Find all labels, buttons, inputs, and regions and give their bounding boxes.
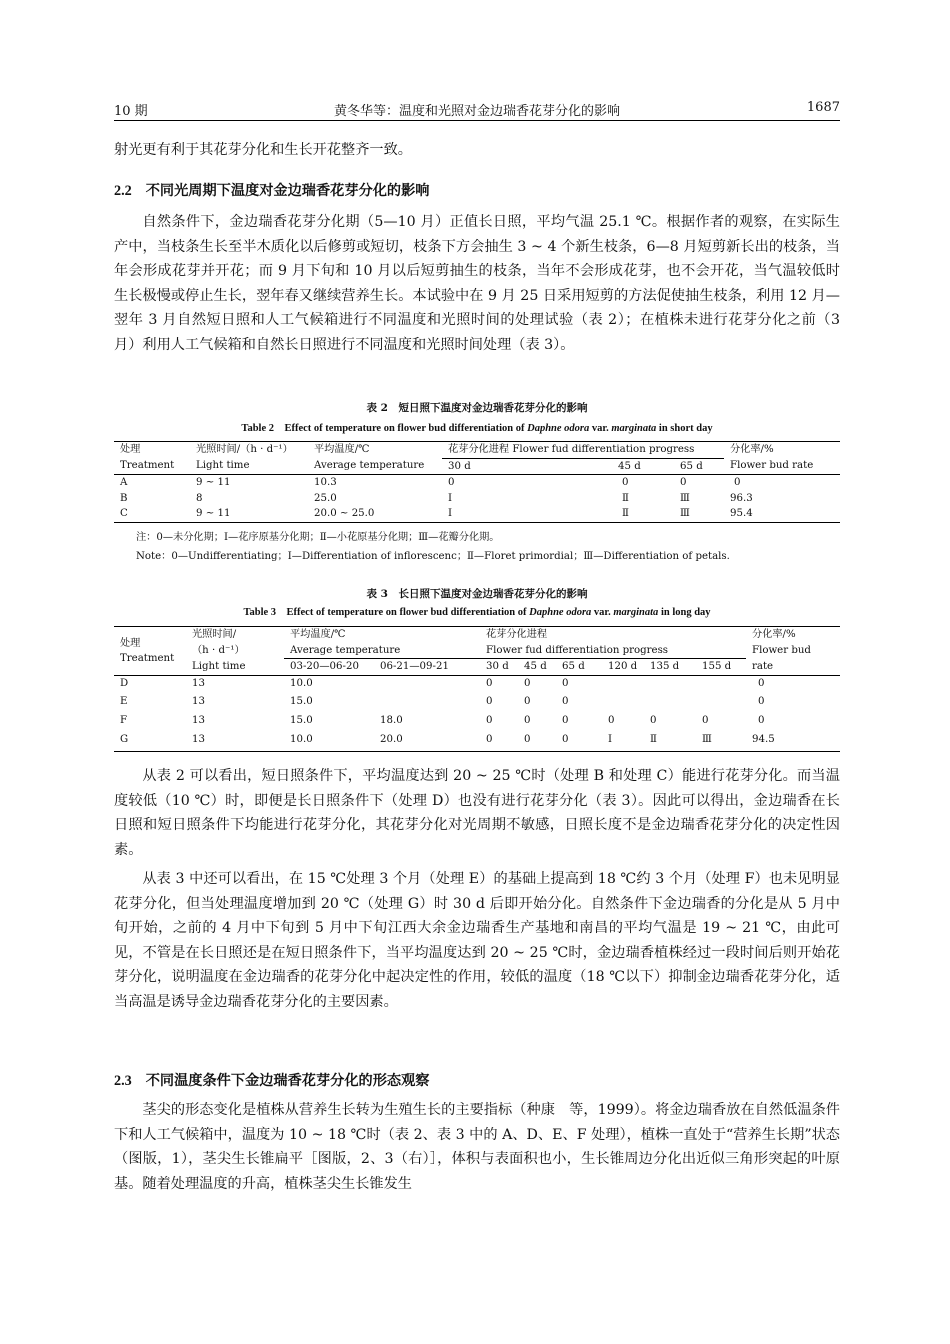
section-title: 不同温度条件下金边瑞香花芽分化的形态观察	[145, 1073, 430, 1089]
caption-text: var.	[591, 607, 614, 618]
cell: 13	[192, 715, 205, 726]
cell: 13	[192, 677, 205, 689]
paragraph: 射光更有利于其花芽分化和生长开花整齐一致。	[114, 142, 412, 158]
cell: Ⅰ	[448, 492, 453, 504]
header-cell: 花芽分化进程	[486, 629, 548, 640]
cell: 9 ~ 11	[196, 477, 231, 488]
cell: 0	[524, 734, 531, 745]
header-cell: 花芽分化进程 Flower fud differentiation progress	[442, 442, 724, 459]
table-row	[114, 491, 840, 507]
cell	[602, 675, 644, 694]
header-cell: 155 d	[702, 661, 732, 672]
table-3	[114, 626, 840, 752]
cell: 95.4	[730, 508, 753, 519]
paragraph: 自然条件下，金边瑞香花芽分化期（5—10 月）正值长日照，平均气温 25.1 ℃。根据作者的观察，在实际生产中，当枝条生长至半木质化以后修剪或短切，枝条下方会抽生 3 ~ 4 个新生枝条，6—8 月短剪新长出的枝条，当年会形成花芽并开花；而 9 月下旬和 10 月以后短剪抽生的枝条，当年不会形成花芽，也不会开花，当气温较低时生长极慢或停止生长，翌年春又继续营养生长。本试验中在 9 月 25 日采用短剪的方法促使抽生枝条，利用 12 月—翌年 3 月自然短日照和人工气候箱进行不同温度和光照时间的处理试验（表 2）；在植株未进行花芽分化之前（3 月）利用人工气候箱和自然长日照进行不同温度和光照时间处理（表 3）。	[114, 214, 840, 353]
cell: G	[120, 734, 129, 745]
header-cell: 平均温度/℃	[314, 444, 370, 455]
paragraph: 从表 2 可以看出，短日照条件下，平均温度达到 20 ~ 25 ℃时（处理 B 和处理 C）能进行花芽分化。而当温度较低（10 ℃）时，即便是长日照条件下（处理 D）也没有进行花芽分化（表 3）。因此可以得出，金边瑞香在长日照和短日照条件下均能进行花芽分化，其花芽分化对光周期不敏感，日照长度不是金边瑞香花芽分化的决定性因素。	[114, 768, 840, 858]
header-cell: Flower fud differentiation progress	[480, 643, 746, 659]
cell: 0	[562, 715, 569, 726]
cell: B	[120, 492, 128, 504]
caption-text: Table 2 Effect of temperature on flower bud differentiation of	[241, 423, 528, 434]
cell: 0	[734, 477, 741, 488]
header-cell: 30 d	[486, 661, 509, 672]
table-3-caption-en	[114, 604, 840, 619]
cell: 13	[192, 734, 205, 745]
header-cell: 120 d	[608, 661, 638, 672]
cell: Ⅰ	[448, 508, 453, 519]
running-header	[114, 98, 840, 121]
cell: 20.0 ~ 25.0	[314, 508, 375, 519]
header-cell: （h · d⁻¹）	[192, 644, 245, 656]
running-title: 黄冬华等：温度和光照对金边瑞香花芽分化的影响	[333, 104, 620, 119]
cell: 0	[448, 477, 455, 488]
table-row	[114, 713, 840, 732]
species-name: Daphne odora	[529, 607, 592, 618]
cell: 15.0	[290, 696, 313, 707]
header-cell: 65 d	[562, 661, 585, 672]
cell: Ⅱ	[650, 734, 657, 745]
caption-text: Table 3 Effect of temperature on flower bud differentiation of	[243, 607, 530, 618]
cell: 8	[196, 492, 203, 504]
cell: Ⅲ	[680, 492, 690, 504]
cell: Ⅱ	[622, 492, 629, 504]
cell: 9 ~ 11	[196, 508, 231, 519]
cell	[696, 675, 746, 694]
cell: 25.0	[314, 492, 337, 504]
cell	[696, 694, 746, 713]
cell: 20.0	[380, 734, 403, 745]
section-heading-2-3	[114, 1070, 430, 1090]
cell: 0	[608, 715, 615, 726]
cell: Ⅲ	[680, 508, 690, 519]
page-number: 1687	[806, 100, 840, 115]
caption-text: in short day	[656, 423, 713, 434]
table-2-caption-en	[114, 420, 840, 435]
cell: 0	[562, 696, 569, 707]
header-cell: Average temperature	[284, 643, 480, 659]
cell	[602, 694, 644, 713]
cell: 0	[524, 696, 531, 707]
cell: 0	[486, 696, 493, 707]
cell: 0	[650, 715, 657, 726]
cell: 10.0	[290, 734, 313, 745]
header-cell: Treatment	[120, 460, 175, 471]
cell: E	[120, 696, 128, 707]
table-row	[114, 694, 840, 713]
header-cell: 平均温度/℃	[290, 629, 346, 640]
cell: 0	[524, 715, 531, 726]
header-cell: 03-20—06-20	[290, 661, 359, 672]
cell: 0	[562, 677, 569, 689]
cell: 0	[758, 696, 765, 707]
variety-name: marginata	[613, 607, 659, 618]
cell: 0	[486, 715, 493, 726]
cell	[374, 694, 480, 713]
cell: 0	[702, 715, 709, 726]
paragraph: 从表 3 中还可以看出，在 15 ℃处理 3 个月（处理 E）的基础上提高到 18 ℃约 3 个月（处理 F）也未见明显花芽分化，但当处理温度增加到 20 ℃（处理 G）时 30 d 后即开始分化。自然条件下金边瑞香的分化是从 5 月中旬开始，之前的 4 月中下旬到 5 月中下旬江西大余金边瑞香生产基地和南昌的平均气温是 19 ~ 21 ℃，由此可见，不管是在长日照还是在短日照条件下，当平均温度达到 20 ~ 25 ℃时，金边瑞香植株经过一段时间后则开始花芽分化，说明温度在金边瑞香的花芽分化中起决定性的作用，较低的温度（18 ℃以下）抑制金边瑞香花芽分化，适当高温是诱导金边瑞香花芽分化的主要因素。	[114, 871, 840, 1010]
table-row	[114, 506, 840, 522]
cell: A	[120, 477, 128, 488]
table-3-caption-cn: 表 3 长日照下温度对金边瑞香花芽分化的影响	[366, 588, 588, 600]
cell: 94.5	[752, 734, 775, 745]
cell: 0	[622, 477, 629, 488]
table-2	[114, 441, 840, 523]
cell: C	[120, 508, 128, 519]
cell	[644, 694, 696, 713]
cell	[374, 675, 480, 694]
cell: Ⅲ	[702, 734, 712, 745]
header-cell: 06-21—09-21	[380, 661, 449, 672]
header-cell: 45 d	[618, 460, 641, 472]
section-number: 2.3	[114, 1073, 132, 1089]
cell: Ⅱ	[622, 508, 629, 519]
table-2-note-cn: 注：0—未分化期；Ⅰ—花序原基分化期；Ⅱ—小花原基分化期；Ⅲ—花瓣分化期。	[136, 532, 500, 543]
section-heading-2-2	[114, 180, 430, 200]
variety-name: marginata	[611, 423, 657, 434]
header-cell: 135 d	[650, 661, 680, 672]
header-cell: 处理	[120, 444, 141, 455]
header-cell: Light time	[196, 460, 250, 471]
table-2-note-en: Note：0—Undifferentiating；Ⅰ—Differentiation of inflorescenc；Ⅱ—Floret primordial；Ⅲ—Differentiation of petals.	[136, 551, 730, 562]
cell: 0	[758, 715, 765, 726]
cell: 96.3	[730, 492, 753, 504]
cell: 0	[486, 734, 493, 745]
species-name: Daphne odora	[527, 423, 590, 434]
header-cell: 45 d	[524, 661, 547, 672]
header-text: Treatment	[120, 652, 175, 664]
cell: D	[120, 677, 129, 689]
table-row	[114, 475, 840, 491]
cell: 10.3	[314, 477, 337, 488]
issue-number: 10 期	[114, 104, 148, 119]
section-number: 2.2	[114, 183, 132, 199]
cell: 18.0	[380, 715, 403, 726]
table-row	[114, 675, 840, 694]
header-cell: 65 d	[680, 460, 703, 472]
table-row	[114, 732, 840, 751]
cell: 0	[524, 677, 531, 689]
section-title: 不同光周期下温度对金边瑞香花芽分化的影响	[145, 183, 430, 199]
cell: 13	[192, 696, 205, 707]
paragraph: 茎尖的形态变化是植株从营养生长转为生殖生长的主要指标（种康 等，1999）。将金边瑞香放在自然低温条件下和人工气候箱中，温度为 10 ~ 18 ℃时（表 2、表 3 中的 A、D、E、F 处理），植株一直处于“营养生长期”状态（图版，1），茎尖生长锥扁平［图版，2、3（右）］，体积与表面积也小，生长锥周边分化出近似三角形突起的叶原基。随着处理温度的升高，植株茎尖生长锥发生	[114, 1102, 840, 1192]
header-cell: Flower bud	[752, 644, 811, 656]
cell	[644, 675, 696, 694]
cell: F	[120, 715, 128, 726]
header-cell: 分化率/%	[752, 629, 796, 640]
cell: 0	[758, 677, 765, 689]
header-cell: Average temperature	[314, 460, 425, 471]
header-cell: 分化率/%	[730, 444, 774, 455]
header-cell	[114, 627, 186, 676]
header-cell: Flower bud rate	[730, 460, 814, 471]
header-cell: 30 d	[448, 460, 471, 472]
header-cell: 光照时间/（h · d⁻¹）	[196, 444, 293, 455]
caption-text: in long day	[658, 607, 711, 618]
header-cell: rate	[752, 660, 774, 672]
cell: Ⅰ	[608, 734, 613, 745]
cell: 10.0	[290, 677, 313, 689]
header-cell: Light time	[192, 660, 246, 672]
table-2-caption-cn: 表 2 短日照下温度对金边瑞香花芽分化的影响	[366, 402, 588, 414]
header-cell: 光照时间/	[192, 629, 237, 640]
cell: 15.0	[290, 715, 313, 726]
cell: 0	[680, 477, 687, 488]
caption-text: var.	[589, 423, 612, 434]
cell: 0	[562, 734, 569, 745]
cell: 0	[486, 677, 493, 689]
header-text: 处理	[120, 637, 141, 649]
